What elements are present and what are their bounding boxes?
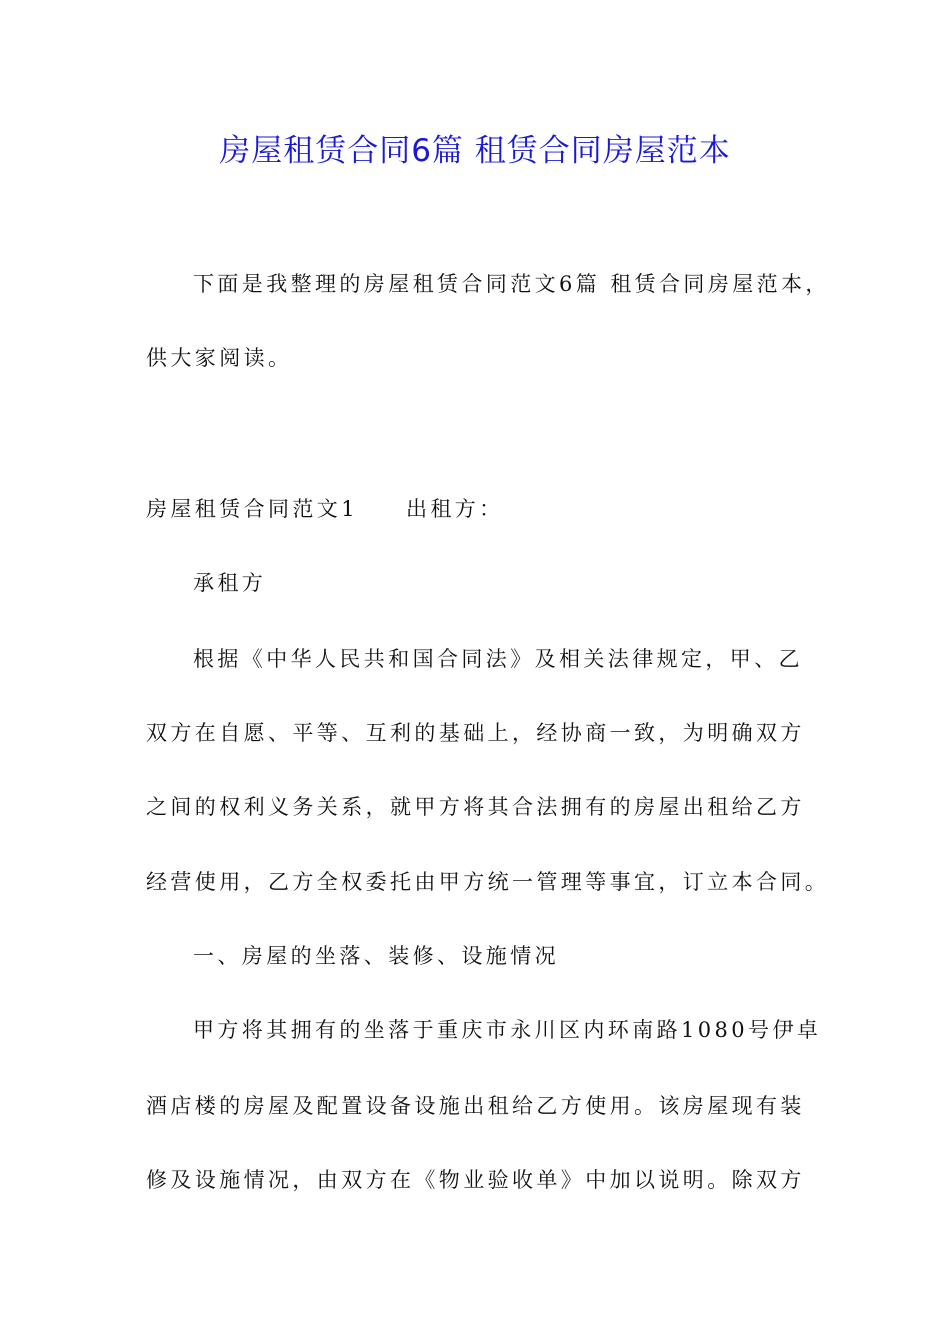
paragraph-1-line-1: 根据《中华人民共和国合同法》及相关法律规定，甲、乙 xyxy=(193,647,803,671)
paragraph-2-line-3: 修及设施情况，由双方在《物业验收单》中加以说明。除双方 xyxy=(146,1168,805,1192)
document-title: 房屋租赁合同6篇 租赁合同房屋范本 xyxy=(219,133,731,169)
clause-1-heading: 一、房屋的坐落、装修、设施情况 xyxy=(193,944,559,968)
paragraph-2-line-2: 酒店楼的房屋及配置设备设施出租给乙方使用。该房屋现有装 xyxy=(146,1094,805,1118)
intro-line-2: 供大家阅读。 xyxy=(146,346,293,370)
paragraph-2-line-1: 甲方将其拥有的坐落于重庆市永川区内环南路1080号伊卓 xyxy=(193,1018,822,1042)
lessee-label: 承租方 xyxy=(193,571,267,595)
intro-line-1: 下面是我整理的房屋租赁合同范文6篇 租赁合同房屋范本， xyxy=(193,272,830,296)
paragraph-1-line-4: 经营使用，乙方全权委托由甲方统一管理等事宜，订立本合同。 xyxy=(146,870,830,894)
section-heading-label: 房屋租赁合同范文1 xyxy=(146,497,358,521)
paragraph-1-line-2: 双方在自愿、平等、互利的基础上，经协商一致，为明确双方 xyxy=(146,721,805,745)
section-heading xyxy=(146,493,504,525)
paragraph-1-line-3: 之间的权利义务关系，就甲方将其合法拥有的房屋出租给乙方 xyxy=(146,795,805,819)
lessor-label: 出租方： xyxy=(405,497,504,521)
